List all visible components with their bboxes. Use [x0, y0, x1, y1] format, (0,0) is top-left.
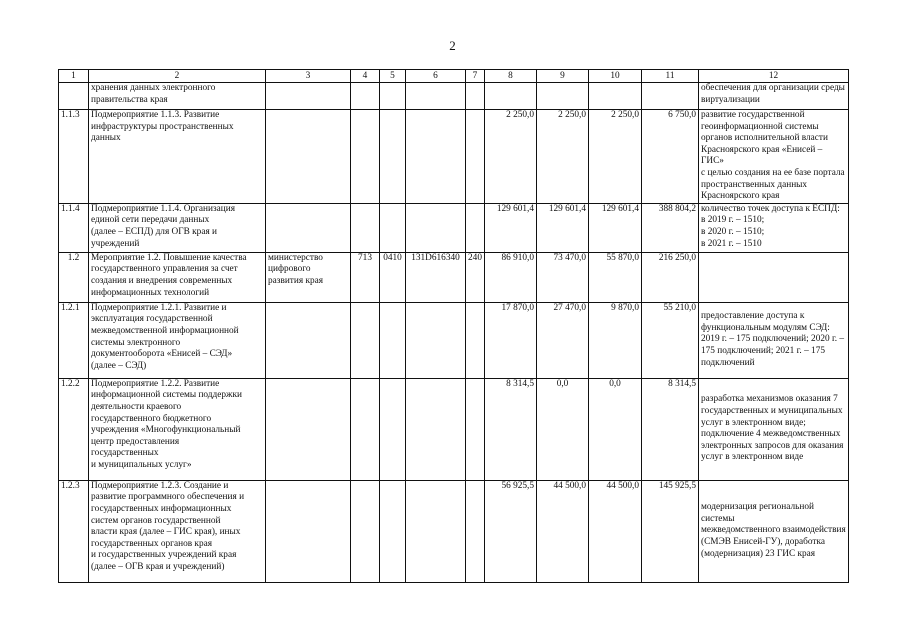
- activity-name: Мероприятие 1.2. Повышение качества государственного управления за счет создания и внедрения современных информационных технологий: [89, 252, 266, 302]
- value-2021: 129 601,4: [589, 203, 642, 252]
- agency: [266, 302, 351, 378]
- cell: [642, 83, 699, 110]
- code-grbs: 713: [351, 252, 380, 302]
- value-2020: 27 470,0: [537, 302, 589, 378]
- cell: [380, 302, 406, 378]
- table-row: [59, 203, 849, 252]
- code-expense-type: 240: [466, 252, 485, 302]
- value-2021: 2 250,0: [589, 110, 642, 204]
- activity-name: Подмероприятие 1.2.3. Создание и развитие программного обеспечения и государственных информационных систем органов государственной власти края (далее – ГИС края), иных государственных органов края и государственных учреждений края (далее – ОГВ края и учреждений): [89, 480, 266, 582]
- cell: [351, 480, 380, 582]
- value-2020: 2 250,0: [537, 110, 589, 204]
- header-cell: 2: [89, 70, 266, 83]
- table-row: [59, 252, 849, 302]
- row-number: [59, 83, 89, 110]
- agency: [266, 378, 351, 480]
- cell: [380, 203, 406, 252]
- cell: [380, 110, 406, 204]
- activity-name: хранения данных электронного правительства края: [89, 83, 266, 110]
- cell: [351, 83, 380, 110]
- value-2019: 56 925,5: [485, 480, 537, 582]
- header-cell: 5: [380, 70, 406, 83]
- value-total: 8 314,5: [642, 378, 699, 480]
- cell: [351, 203, 380, 252]
- activity-name: Подмероприятие 1.2.2. Развитие информационной системы поддержки деятельности краевого государственного бюджетного учреждения «Многофункциональный центр предоставления государственных и муниципальных услуг»: [89, 378, 266, 480]
- agency: [266, 110, 351, 204]
- header-cell: 11: [642, 70, 699, 83]
- cell: [466, 378, 485, 480]
- table-row: [59, 378, 849, 480]
- header-cell: 1: [59, 70, 89, 83]
- cell: [351, 302, 380, 378]
- row-number: 1.2.3: [59, 480, 89, 582]
- value-2020: 44 500,0: [537, 480, 589, 582]
- expected-result: количество точек доступа к ЕСПД: в 2019 г. – 1510; в 2020 г. – 1510; в 2021 г. – 1510: [699, 203, 849, 252]
- cell: [466, 110, 485, 204]
- value-total: 6 750,0: [642, 110, 699, 204]
- value-2021: 55 870,0: [589, 252, 642, 302]
- activity-name: Подмероприятие 1.1.4. Организация единой сети передачи данных (далее – ЕСПД) для ОГВ края и учреждений: [89, 203, 266, 252]
- expected-result: развитие государственной геоинформационной системы органов исполнительной власти Красноярского края «Енисей – ГИС» с целью создания на ее базе портала пространственных данных Красноярского края: [699, 110, 849, 204]
- value-2019: 17 870,0: [485, 302, 537, 378]
- table-row: [59, 302, 849, 378]
- table-row: [59, 480, 849, 582]
- header-cell: 10: [589, 70, 642, 83]
- value-total: 55 210,0: [642, 302, 699, 378]
- expected-result: модернизация региональной системы межведомственного взаимодействия (СМЭВ Енисей-ГУ), доработка (модернизация) 23 ГИС края: [699, 480, 849, 582]
- cell: [351, 110, 380, 204]
- cell: [380, 378, 406, 480]
- code-target: 131D616340: [406, 252, 466, 302]
- activity-name: Подмероприятие 1.2.1. Развитие и эксплуатация государственной межведомственной информационной системы электронного документооборота «Енисей – СЭД» (далее – СЭД): [89, 302, 266, 378]
- activity-name: Подмероприятие 1.1.3. Развитие инфраструктуры пространственных данных: [89, 110, 266, 204]
- cell: [380, 480, 406, 582]
- header-cell: 12: [699, 70, 849, 83]
- cell: [406, 480, 466, 582]
- value-total: 216 250,0: [642, 252, 699, 302]
- program-activities-table: [58, 69, 849, 583]
- cell: [406, 378, 466, 480]
- column-number-row: [59, 70, 849, 83]
- value-total: 388 804,2: [642, 203, 699, 252]
- value-2019: 86 910,0: [485, 252, 537, 302]
- cell: [406, 110, 466, 204]
- header-cell: 4: [351, 70, 380, 83]
- value-total: 145 925,5: [642, 480, 699, 582]
- value-2019: 8 314,5: [485, 378, 537, 480]
- header-cell: 3: [266, 70, 351, 83]
- agency: [266, 83, 351, 110]
- cell: [351, 378, 380, 480]
- agency: министерство цифрового развития края: [266, 252, 351, 302]
- code-section: 0410: [380, 252, 406, 302]
- row-number: 1.2.1: [59, 302, 89, 378]
- agency: [266, 480, 351, 582]
- expected-result: обеспечения для организации среды виртуализации: [699, 83, 849, 110]
- agency: [266, 203, 351, 252]
- cell: [380, 83, 406, 110]
- row-number: 1.2.2: [59, 378, 89, 480]
- row-number: 1.1.4: [59, 203, 89, 252]
- header-cell: 8: [485, 70, 537, 83]
- header-cell: 7: [466, 70, 485, 83]
- cell: [466, 302, 485, 378]
- value-2020: 73 470,0: [537, 252, 589, 302]
- value-2019: 129 601,4: [485, 203, 537, 252]
- cell: [589, 83, 642, 110]
- expected-result: разработка механизмов оказания 7 государственных и муниципальных услуг в электронном виде; подключение 4 межведомственных электронных запросов для оказания услуг в электронном виде: [699, 378, 849, 480]
- header-cell: 9: [537, 70, 589, 83]
- value-2020: 129 601,4: [537, 203, 589, 252]
- value-2021: 44 500,0: [589, 480, 642, 582]
- row-number: 1.2: [59, 252, 89, 302]
- expected-result: [699, 252, 849, 302]
- cell: [485, 83, 537, 110]
- expected-result: предоставление доступа к функциональным модулям СЭД: 2019 г. – 175 подключений; 2020 г. – 175 подключений; 2021 г. – 175 подключений: [699, 302, 849, 378]
- value-2020: 0,0: [537, 378, 589, 480]
- row-number: 1.1.3: [59, 110, 89, 204]
- cell: [466, 203, 485, 252]
- value-2019: 2 250,0: [485, 110, 537, 204]
- cell: [406, 302, 466, 378]
- cell: [406, 203, 466, 252]
- cell: [406, 83, 466, 110]
- header-cell: 6: [406, 70, 466, 83]
- value-2021: 9 870,0: [589, 302, 642, 378]
- page-number: 2: [449, 38, 456, 53]
- value-2021: 0,0: [589, 378, 642, 480]
- cell: [466, 480, 485, 582]
- table-row: [59, 110, 849, 204]
- cell: [466, 83, 485, 110]
- cell: [537, 83, 589, 110]
- table-row: [59, 83, 849, 110]
